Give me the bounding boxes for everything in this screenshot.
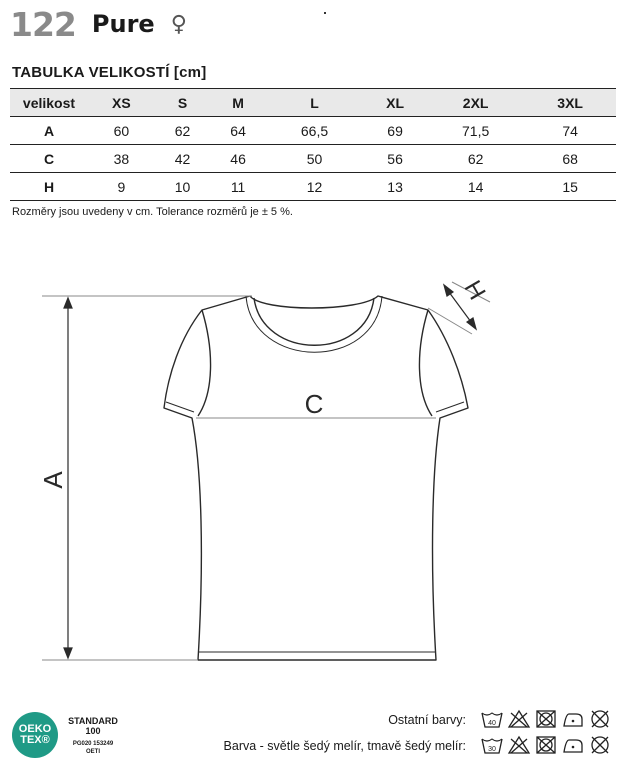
sleeve-seam xyxy=(198,310,211,416)
arrow-down xyxy=(64,648,72,658)
size-table-title: TABULKA VELIKOSTÍ [cm] xyxy=(12,64,207,81)
row-label: H xyxy=(10,173,88,201)
table-cell: 15 xyxy=(524,173,616,201)
iron-low-icon xyxy=(561,708,585,730)
no-tumble-dry-icon xyxy=(534,708,558,730)
table-cell: 56 xyxy=(363,145,427,173)
table-cell: 38 xyxy=(88,145,155,173)
svg-text:40: 40 xyxy=(488,720,496,727)
col-header: 3XL xyxy=(524,89,616,117)
col-header: XS xyxy=(88,89,155,117)
col-header: XL xyxy=(363,89,427,117)
col-header: 2XL xyxy=(427,89,524,117)
female-icon: ♀ xyxy=(170,11,187,37)
care-label-grey: Barva - světle šedý melír, tmavě šedý melír: xyxy=(223,739,466,753)
label-c: C xyxy=(304,389,324,419)
row-label: A xyxy=(10,117,88,145)
oeko-cert-number: PG020 153249 OETI xyxy=(72,741,114,755)
col-header: L xyxy=(266,89,363,117)
table-cell: 74 xyxy=(524,117,616,145)
col-header: S xyxy=(155,89,211,117)
col-header: M xyxy=(210,89,266,117)
table-cell: 11 xyxy=(210,173,266,201)
product-number: 122 xyxy=(10,4,76,44)
row-label: C xyxy=(10,145,88,173)
table-cell: 71,5 xyxy=(427,117,524,145)
table-cell: 69 xyxy=(363,117,427,145)
table-cell: 12 xyxy=(266,173,363,201)
product-name: Pure xyxy=(91,10,155,38)
table-cell: 64 xyxy=(210,117,266,145)
table-cell: 14 xyxy=(427,173,524,201)
sleeve-seam xyxy=(419,310,432,416)
table-cell: 46 xyxy=(210,145,266,173)
table-cell: 13 xyxy=(363,173,427,201)
wash-30-icon xyxy=(480,734,504,756)
tolerance-note: Rozměry jsou uvedeny v cm. Tolerance rozměrů je ± 5 %. xyxy=(12,206,293,218)
svg-text:30: 30 xyxy=(488,746,496,753)
wash-40-icon xyxy=(480,708,504,730)
care-symbols-other xyxy=(480,708,612,730)
table-cell: 62 xyxy=(155,117,211,145)
standard-100-label: STANDARD 100 xyxy=(68,716,118,736)
no-dry-clean-icon xyxy=(588,734,612,756)
label-h: H xyxy=(458,275,491,305)
arrow-up xyxy=(444,285,453,296)
col-header: velikost xyxy=(10,89,88,117)
arrow-down xyxy=(467,318,476,329)
table-cell: 50 xyxy=(266,145,363,173)
label-a: A xyxy=(38,471,68,489)
table-cell: 42 xyxy=(155,145,211,173)
care-label-other: Ostatní barvy: xyxy=(388,713,466,727)
no-bleach-icon xyxy=(507,734,531,756)
oeko-tex-logo: OEKO TEX® xyxy=(12,712,58,758)
table-cell: 9 xyxy=(88,173,155,201)
table-cell: 60 xyxy=(88,117,155,145)
table-cell: 66,5 xyxy=(266,117,363,145)
no-dry-clean-icon xyxy=(588,708,612,730)
arrow-up xyxy=(64,298,72,308)
table-cell: 62 xyxy=(427,145,524,173)
care-symbols-grey xyxy=(480,734,612,756)
no-tumble-dry-icon xyxy=(534,734,558,756)
table-cell: 10 xyxy=(155,173,211,201)
table-cell: 68 xyxy=(524,145,616,173)
iron-low-icon xyxy=(561,734,585,756)
no-bleach-icon xyxy=(507,708,531,730)
